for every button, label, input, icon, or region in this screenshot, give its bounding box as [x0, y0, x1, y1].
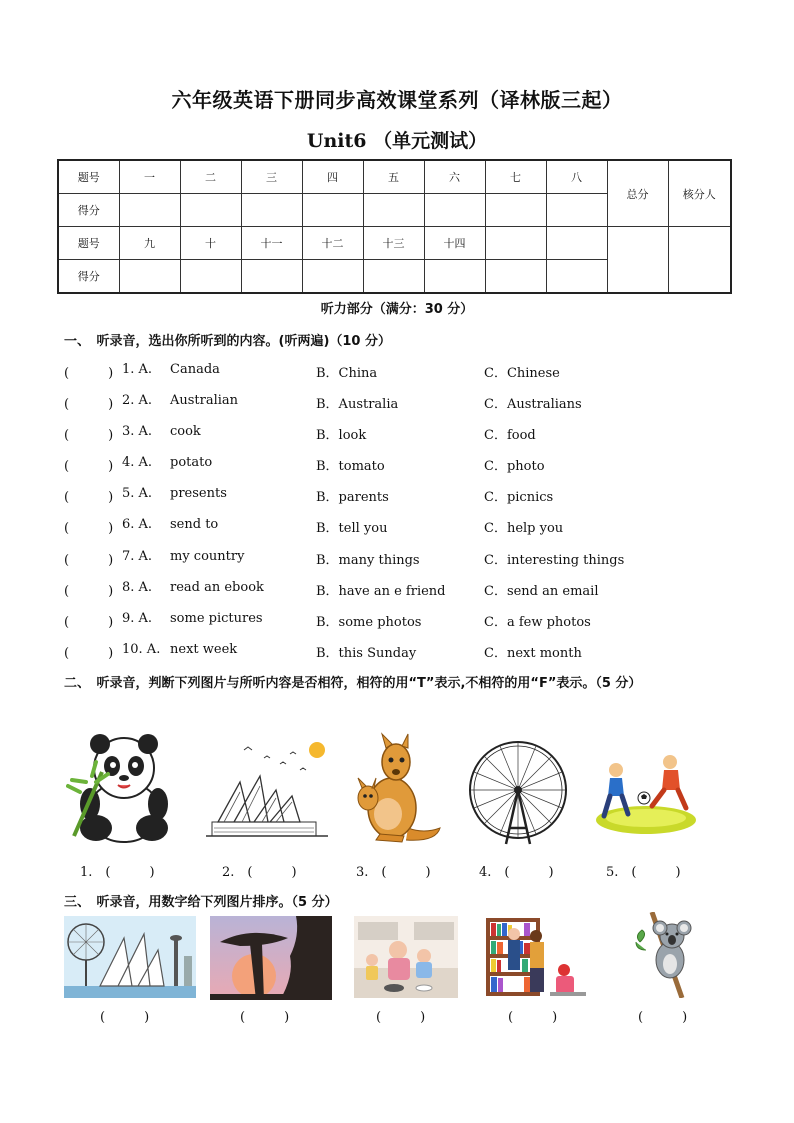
panda-picture — [66, 732, 182, 844]
option-c: C．help you — [484, 521, 564, 536]
question-number: 4. A. — [122, 455, 153, 470]
option-a: cook — [170, 424, 201, 439]
option-b: B．many things — [316, 553, 420, 568]
answer-blank[interactable]: ( ) — [64, 490, 114, 505]
score-cell[interactable] — [241, 260, 302, 294]
score-table-header: 三 — [241, 160, 302, 194]
answer-blank[interactable]: ( ) — [64, 553, 114, 568]
score-cell[interactable] — [180, 260, 241, 294]
option-a: presents — [170, 486, 227, 501]
part3-answer[interactable]: ( ) — [100, 1010, 150, 1025]
question-row — [64, 549, 734, 569]
option-b: B．parents — [316, 490, 389, 505]
question-number: 3. A. — [122, 424, 153, 439]
sunset-tree-picture — [210, 916, 332, 1000]
page-title: 六年级英语下册同步高效课堂系列（译林版三起） — [171, 88, 623, 112]
total-score-cell[interactable] — [607, 227, 668, 294]
option-b: B．tell you — [316, 521, 388, 536]
option-a: some pictures — [170, 611, 263, 626]
score-table-header: 八 — [546, 160, 607, 194]
score-table — [57, 159, 732, 294]
part3-answer[interactable]: ( ) — [638, 1010, 688, 1025]
option-a: Canada — [170, 362, 220, 377]
checker-cell[interactable] — [668, 227, 731, 294]
part3-heading: 三、 听录音，用数字给下列图片排序。（5 分） — [64, 895, 338, 910]
score-cell[interactable] — [302, 194, 363, 227]
score-cell[interactable] — [363, 260, 424, 294]
part2-answer[interactable]: 5. ( ) — [606, 865, 681, 880]
part2-answer[interactable]: 2. ( ) — [222, 865, 297, 880]
score-table-label: 题号 — [58, 227, 119, 260]
question-number: 2. A. — [122, 393, 153, 408]
score-cell[interactable] — [485, 260, 546, 294]
option-c: C．Australians — [484, 397, 582, 412]
score-cell[interactable] — [302, 260, 363, 294]
score-cell[interactable] — [363, 194, 424, 227]
option-c: C．Chinese — [484, 366, 560, 381]
sydney-skyline-picture — [64, 916, 196, 998]
option-c: C．send an email — [484, 584, 599, 599]
score-table-header: 十三 — [363, 227, 424, 260]
part3-answer[interactable]: ( ) — [508, 1010, 558, 1025]
question-number: 6. A. — [122, 517, 153, 532]
question-number: 10. A. — [122, 642, 161, 657]
option-c: C．photo — [484, 459, 545, 474]
question-number: 1. A. — [122, 362, 153, 377]
question-number: 9. A. — [122, 611, 153, 626]
question-row — [64, 424, 734, 444]
option-b: B．look — [316, 428, 367, 443]
part3-answer[interactable]: ( ) — [240, 1010, 290, 1025]
answer-blank[interactable]: ( ) — [64, 646, 114, 661]
score-table-header: 五 — [363, 160, 424, 194]
question-row — [64, 642, 734, 662]
score-table-label: 题号 — [58, 160, 119, 194]
question-row — [64, 486, 734, 506]
score-table-header: 十四 — [424, 227, 485, 260]
kitchen-family-picture — [354, 916, 458, 998]
question-row — [64, 611, 734, 631]
score-table-header: 二 — [180, 160, 241, 194]
question-row — [64, 393, 734, 413]
option-b: B．Australia — [316, 397, 399, 412]
answer-blank[interactable]: ( ) — [64, 366, 114, 381]
score-table-header: 十 — [180, 227, 241, 260]
answer-blank[interactable]: ( ) — [64, 397, 114, 412]
koala-picture — [632, 912, 698, 998]
option-b: B．some photos — [316, 615, 422, 630]
page-subtitle: Unit6 （单元测试） — [306, 130, 488, 152]
score-table-header: 九 — [119, 227, 180, 260]
score-cell[interactable] — [546, 260, 607, 294]
option-c: C．a few photos — [484, 615, 591, 630]
score-table-label: 得分 — [58, 194, 119, 227]
checker-label: 核分人 — [668, 160, 731, 227]
score-table-header: 六 — [424, 160, 485, 194]
listening-section-title: 听力部分（满分：30 分） — [320, 302, 474, 317]
part2-heading: 二、 听录音，判断下列图片与所听内容是否相符，相符的用“T”表示,不相符的用“F”表示。（5 分） — [64, 676, 642, 691]
question-row — [64, 517, 734, 537]
score-cell[interactable] — [119, 194, 180, 227]
score-table-header: 十二 — [302, 227, 363, 260]
answer-blank[interactable]: ( ) — [64, 521, 114, 536]
option-c: C．interesting things — [484, 553, 625, 568]
option-a: potato — [170, 455, 213, 470]
option-a: Australian — [170, 393, 239, 408]
score-cell[interactable] — [241, 194, 302, 227]
option-a: send to — [170, 517, 219, 532]
part2-answer[interactable]: 4. ( ) — [479, 865, 554, 880]
football-picture — [594, 748, 698, 836]
option-a: my country — [170, 549, 245, 564]
option-b: B．tomato — [316, 459, 385, 474]
part3-answer[interactable]: ( ) — [376, 1010, 426, 1025]
question-row — [64, 455, 734, 475]
score-cell[interactable] — [119, 260, 180, 294]
answer-blank[interactable]: ( ) — [64, 428, 114, 443]
answer-blank[interactable]: ( ) — [64, 584, 114, 599]
score-table-header: 一 — [119, 160, 180, 194]
option-b: B．have an e friend — [316, 584, 446, 599]
library-picture — [484, 916, 590, 1000]
answer-blank[interactable]: ( ) — [64, 615, 114, 630]
question-number: 8. A. — [122, 580, 153, 595]
total-score-label: 总分 — [607, 160, 668, 227]
score-cell[interactable] — [424, 194, 485, 227]
question-number: 7. A. — [122, 549, 153, 564]
part2-answer[interactable]: 1. ( ) — [80, 865, 155, 880]
option-b: B．this Sunday — [316, 646, 417, 661]
score-cell[interactable] — [424, 260, 485, 294]
question-number: 5. A. — [122, 486, 153, 501]
score-cell[interactable] — [180, 194, 241, 227]
option-b: B．China — [316, 366, 378, 381]
score-table-header: 四 — [302, 160, 363, 194]
question-row — [64, 580, 734, 600]
opera-house-picture — [204, 740, 330, 840]
option-c: C．picnics — [484, 490, 554, 505]
score-table-header — [485, 227, 546, 260]
ferris-wheel-picture — [466, 738, 570, 846]
part2-answer[interactable]: 3. ( ) — [356, 865, 431, 880]
score-table-label: 得分 — [58, 260, 119, 294]
question-row — [64, 362, 734, 382]
part1-heading: 一、 听录音，选出你所听到的内容。(听两遍)（10 分） — [64, 334, 391, 349]
answer-blank[interactable]: ( ) — [64, 459, 114, 474]
option-a: read an ebook — [170, 580, 264, 595]
score-cell[interactable] — [485, 194, 546, 227]
option-c: C．next month — [484, 646, 582, 661]
kangaroo-picture — [346, 732, 442, 848]
score-cell[interactable] — [546, 194, 607, 227]
score-table-header: 七 — [485, 160, 546, 194]
option-a: next week — [170, 642, 238, 657]
option-c: C．food — [484, 428, 536, 443]
score-table-header: 十一 — [241, 227, 302, 260]
score-table-header — [546, 227, 607, 260]
